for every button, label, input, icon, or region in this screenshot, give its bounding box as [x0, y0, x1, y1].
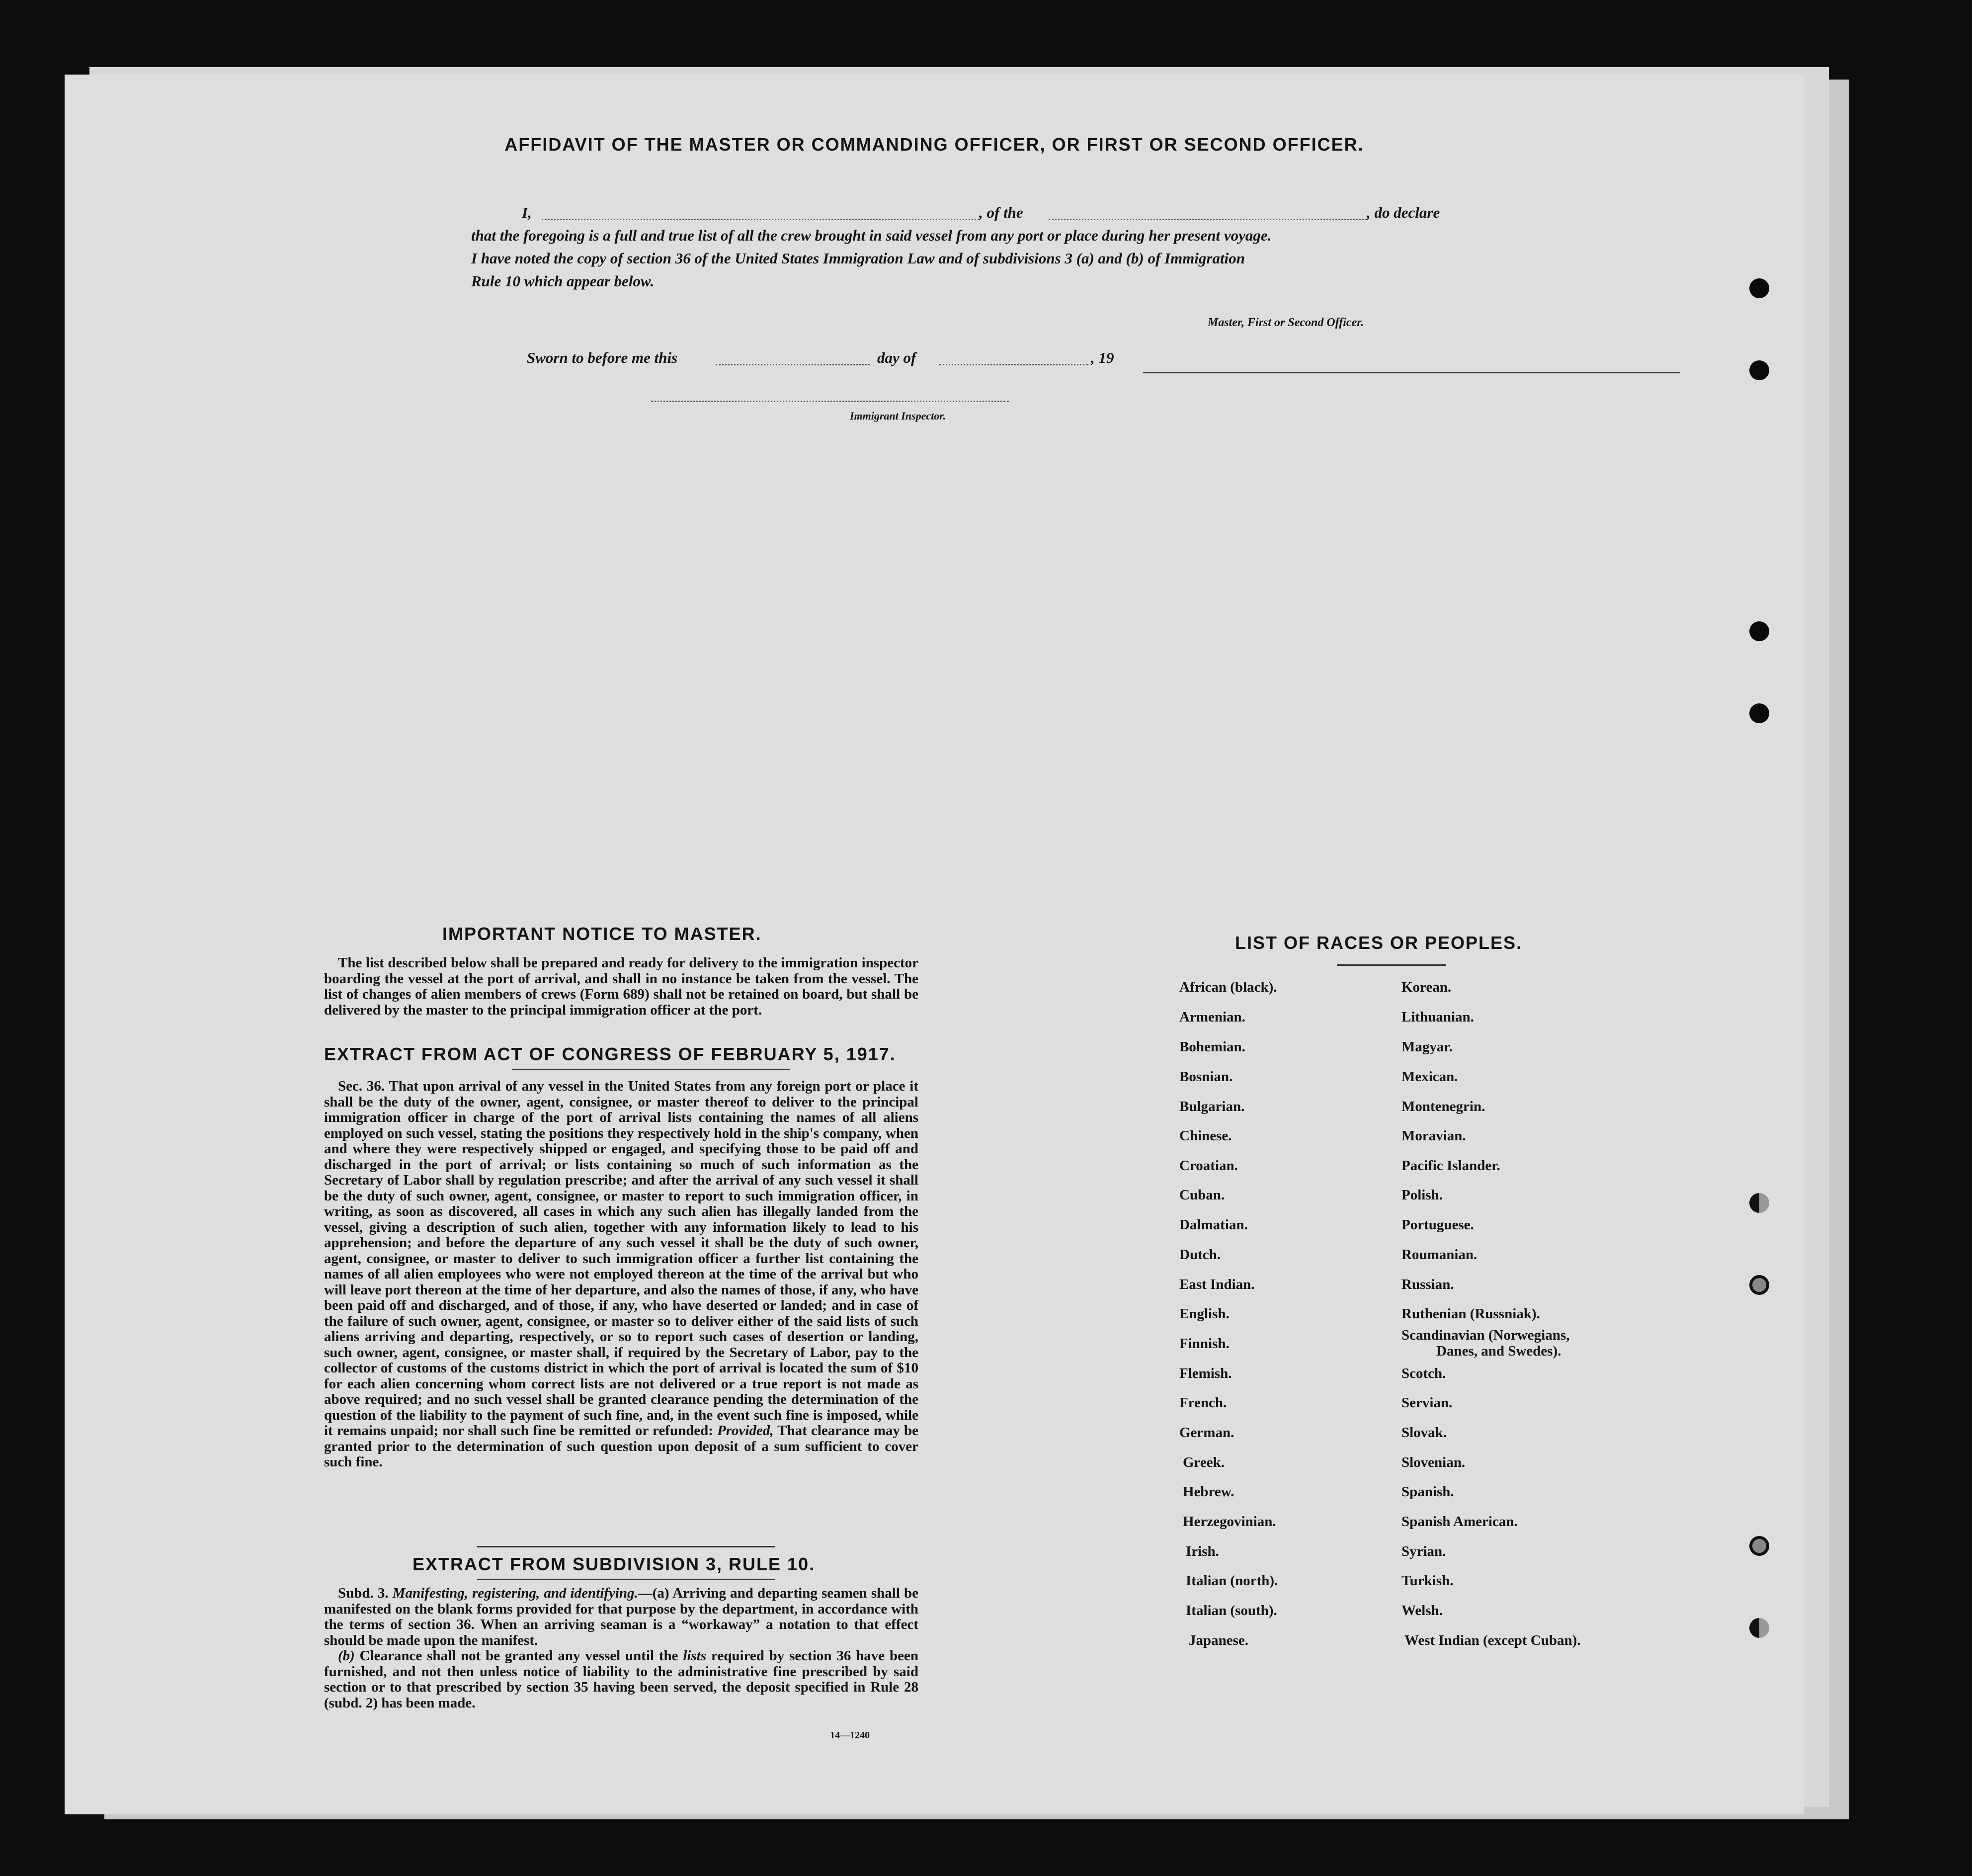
punch-hole [1749, 1275, 1769, 1295]
race-item: Flemish. [1179, 1365, 1232, 1381]
race-item: Lithuanian. [1401, 1009, 1474, 1025]
subd-title: Manifesting, registering, and identifying. [392, 1585, 638, 1601]
punch-hole [1749, 621, 1769, 641]
act-heading: EXTRACT FROM ACT OF CONGRESS OF FEBRUARY 5, 1917. [324, 1044, 896, 1064]
notice-text-block [324, 955, 918, 1018]
punch-hole [1749, 1618, 1769, 1638]
race-item: Magyar. [1401, 1039, 1453, 1055]
race-item: Chinese. [1179, 1128, 1232, 1144]
of-the-label: , of the [979, 204, 1023, 221]
race-item: Croatian. [1179, 1158, 1238, 1174]
races-heading-rule [1337, 964, 1446, 966]
affidavit-i-label: I, [522, 204, 532, 221]
race-item: Polish. [1401, 1187, 1443, 1203]
year-label: , 19 [1091, 349, 1114, 366]
race-item: Scandinavian (Norwegians, [1401, 1327, 1570, 1343]
rule-heading: EXTRACT FROM SUBDIVISION 3, RULE 10. [412, 1554, 816, 1574]
race-item-continued: Danes, and Swedes). [1436, 1343, 1561, 1359]
sec-36-text: That upon arrival of any vessel in the United States from any foreign port or place it shall be the duty of the owner, agent, consignee, or master thereof to deliver to the principal immigration officer in charge of the port of arrival lists containing the names of all aliens employed on such vessel, stating the positions they respectively hold in the ship's company, when and where they were respectively shipped or engaged, and specifying those to be paid off and discharged in the port of arrival; or lists containing so much of such information as the Secretary of Labor shall by regulation prescribe; and after the arrival of any such vessel it shall be the duty of such owner, agent, consignee, or master to report to such immigration officer, in writing, as soon as discovered, all cases in which any such alien has illegally landed from the vessel, giving a description of such alien, together with any information likely to lead to his apprehension; and before the departure of any such vessel it shall be the duty of such owner, agent, consignee, or master to deliver to such immigration officer a further list containing the names of all alien employees who were not employed thereon at the time of the arrival but who will leave port thereon at the time of her departure, and also the names of those, if any, who have been paid off and discharged, and of those, if any, who have deserted or landed; and in case of the failure of such owner, agent, consignee, or master so to deliver either of the said lists of such aliens arriving and departing, respectively, or so to report such cases of desertion or landing, such owner, agent, consignee, or master shall, if required by the Secretary of Labor, pay to the collector of customs of the customs district in which the port of arrival is located the sum of $10 for each alien concerning whom correct lists are not delivered or a true report is not made as above required; and no such vessel shall be granted clearance pending the determination of the question of the liability to the payment of such fine, and, in the event such fine is imposed, while it remains unpaid; nor shall such fine be remitted or refunded: [324, 1078, 918, 1439]
punch-hole [1749, 703, 1769, 723]
race-item: Bulgarian. [1179, 1099, 1245, 1114]
punch-hole [1749, 1536, 1769, 1556]
race-item: Ruthenian (Russniak). [1401, 1306, 1540, 1322]
race-item: French. [1179, 1395, 1227, 1411]
race-item: Slovak. [1401, 1425, 1447, 1441]
punch-hole [1749, 1193, 1769, 1213]
race-item: Bosnian. [1179, 1069, 1233, 1085]
race-item: Spanish. [1401, 1484, 1454, 1500]
vessel-blank [1049, 219, 1367, 220]
race-item: Hebrew. [1183, 1484, 1234, 1500]
master-signature-label: Master, First or Second Officer. [1208, 316, 1364, 329]
inspector-label: Immigrant Inspector. [850, 410, 946, 422]
race-item: German. [1179, 1425, 1234, 1441]
race-item: Roumanian. [1401, 1247, 1478, 1263]
race-item: Japanese. [1189, 1632, 1249, 1648]
rule-heading-rule [477, 1579, 775, 1580]
subd-b-text-2: required by section 36 have been furnished, and not then unless notice of liability to the administrative fine prescribed by said section or to that prescribed by section 35 having been served, the deposit specified in Rule 28 (subd. 2) has been made. [324, 1648, 918, 1711]
day-of-label: day of [877, 349, 916, 366]
race-item: Spanish American. [1401, 1514, 1518, 1530]
month-blank [939, 364, 1088, 365]
inspector-signature-line [651, 401, 1009, 402]
race-item: Russian. [1401, 1277, 1454, 1292]
race-item: African (black). [1179, 979, 1277, 995]
punch-hole [1749, 360, 1769, 380]
notice-paragraph: The list described below shall be prepared and ready for delivery to the immigration inspector boarding the vessel at the port of arrival, and shall in no instance be taken from the vessel. The list of changes of alien members of crews (Form 689) shall not be retained on board, but shall be delivered by the master to the principal immigration officer at the port. [324, 955, 918, 1018]
affidavit-line-4: Rule 10 which appear below. [471, 272, 655, 290]
race-item: Turkish. [1401, 1573, 1454, 1589]
race-item: West Indian (except Cuban). [1404, 1632, 1581, 1648]
race-item: Korean. [1401, 979, 1452, 995]
race-item: Syrian. [1401, 1543, 1446, 1559]
affidavit-line-3: I have noted the copy of section 36 of the United States Immigration Law and of subdivisions 3 (a) and (b) of Immigration [471, 250, 1245, 267]
race-item: Welsh. [1401, 1603, 1443, 1619]
race-item: Scotch. [1401, 1365, 1446, 1381]
form-number: 14—1240 [830, 1730, 870, 1741]
race-item: Pacific Islander. [1401, 1158, 1500, 1174]
rule-text-block [324, 1586, 918, 1711]
race-item: Portuguese. [1401, 1217, 1474, 1233]
notice-heading: IMPORTANT NOTICE TO MASTER. [442, 924, 762, 944]
race-item: East Indian. [1179, 1277, 1255, 1292]
name-blank [542, 219, 979, 220]
sworn-label: Sworn to before me this [527, 349, 678, 366]
race-item: Cuban. [1179, 1187, 1225, 1203]
race-item: Finnish. [1179, 1336, 1230, 1352]
master-signature-line [1143, 372, 1680, 373]
race-item: Greek. [1183, 1454, 1225, 1470]
act-text-block [324, 1079, 918, 1470]
race-item: Irish. [1186, 1543, 1219, 1559]
race-item: Servian. [1401, 1395, 1453, 1411]
punch-hole [1749, 278, 1769, 298]
race-item: Dalmatian. [1179, 1217, 1248, 1233]
race-item: Montenegrin. [1401, 1099, 1485, 1114]
document-page [65, 75, 1804, 1814]
sec-36-label: Sec. 36. [338, 1078, 385, 1094]
race-item: Herzegovinian. [1183, 1514, 1276, 1530]
rule-heading-rule-top [477, 1546, 775, 1547]
race-item: Italian (north). [1186, 1573, 1278, 1589]
affidavit-line-2: that the foregoing is a full and true list of all the crew brought in said vessel from any port or place during her present voyage. [471, 227, 1272, 244]
subd-b-lists: lists [683, 1648, 707, 1664]
day-blank [716, 364, 870, 365]
race-item: English. [1179, 1306, 1230, 1322]
subd-label: Subd. 3. [338, 1585, 389, 1601]
do-declare-label: , do declare [1367, 204, 1440, 221]
subd-b-text-1: Clearance shall not be granted any vessel until the [359, 1648, 678, 1664]
races-heading: LIST OF RACES OR PEOPLES. [1235, 933, 1523, 953]
race-item: Slovenian. [1401, 1454, 1466, 1470]
sec-36-text-end: That clearance may be granted prior to the determination of such question upon deposit of a sum sufficient to cover such fine. [324, 1423, 918, 1470]
provided-word: Provided, [717, 1423, 774, 1439]
race-item: Mexican. [1401, 1069, 1458, 1085]
race-item: Dutch. [1179, 1247, 1221, 1263]
race-item: Moravian. [1401, 1128, 1466, 1144]
act-heading-rule [512, 1069, 790, 1070]
subd-b-label: (b) [338, 1648, 355, 1664]
subd-a-text: —(a) Arriving and departing seamen shall be manifested on the blank forms provided for that purpose by the department, in accordance with the terms of section 36. When an arriving seaman is a “workaway” a notation to that effect should be made upon the manifest. [324, 1585, 918, 1648]
race-item: Bohemian. [1179, 1039, 1245, 1055]
race-item: Armenian. [1179, 1009, 1245, 1025]
race-item: Italian (south). [1186, 1603, 1277, 1619]
affidavit-title: AFFIDAVIT OF THE MASTER OR COMMANDING OFFICER, OR FIRST OR SECOND OFFICER. [504, 134, 1364, 155]
